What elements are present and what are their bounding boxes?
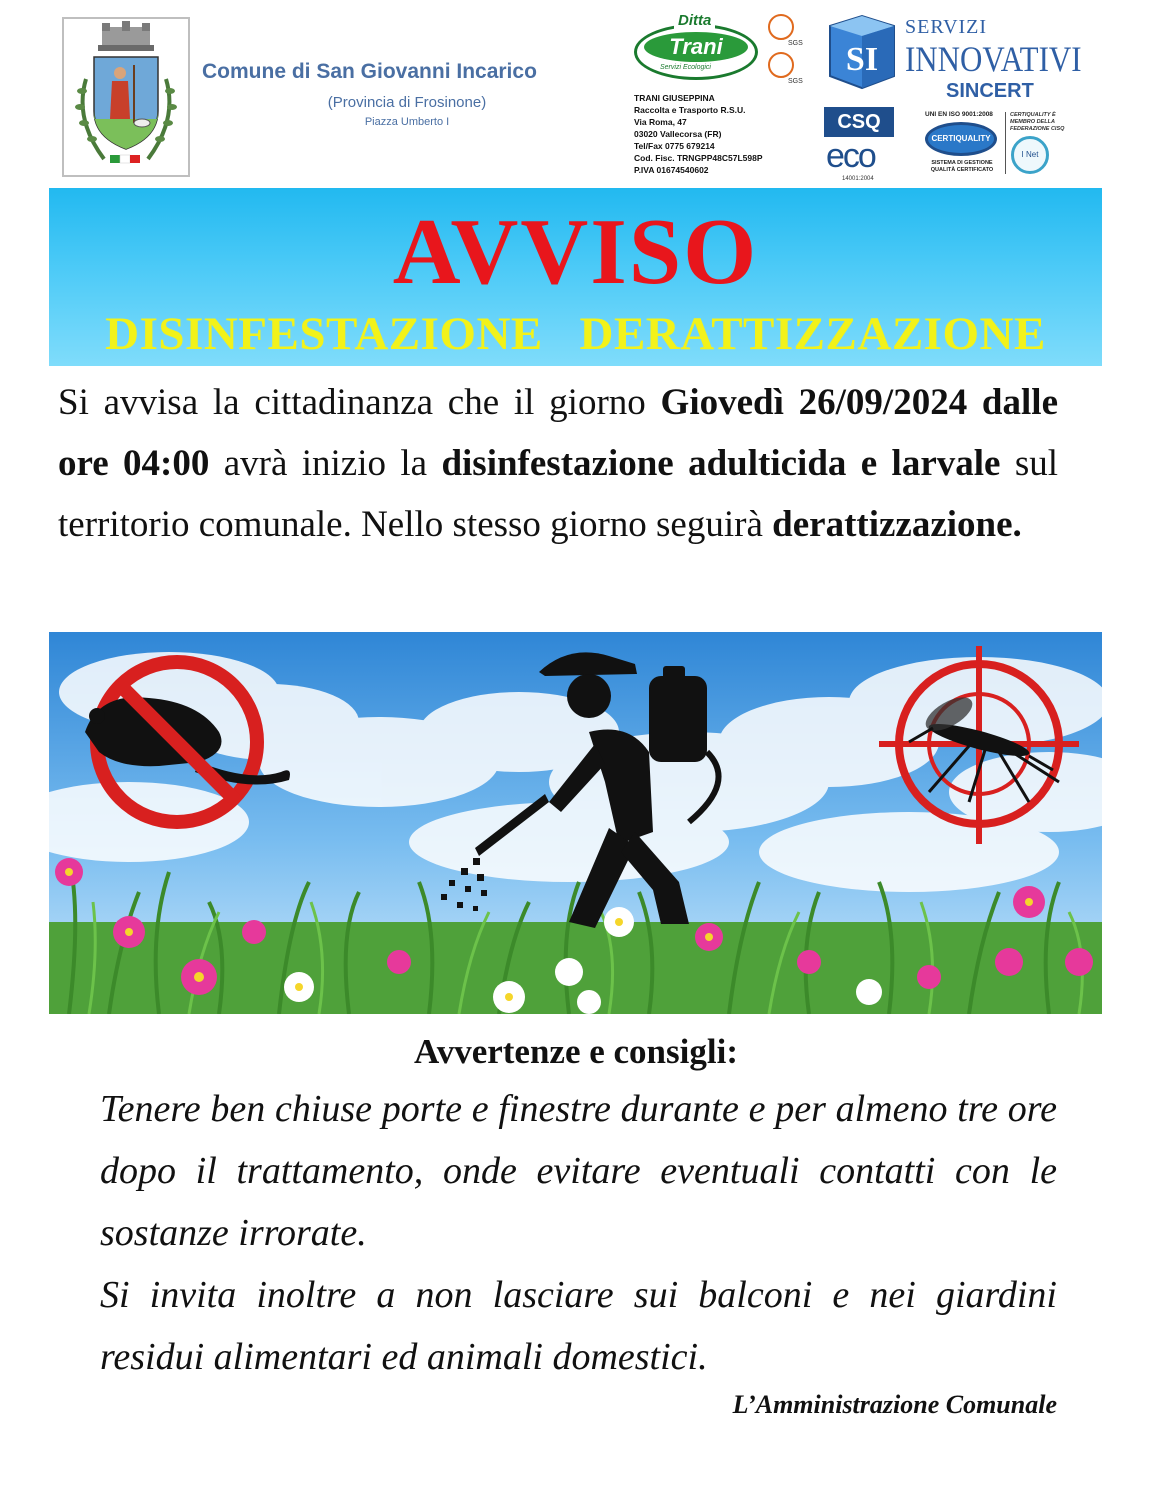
trani-tagline: Servizi Ecologici	[660, 64, 711, 71]
trani-info-line: Cod. Fisc. TRNGPP48C57L598P	[634, 153, 763, 163]
advice-paragraph: Tenere ben chiuse porte e finestre durante e per almeno tre ore dopo il trattamento, onde evitare eventuali contatti con le sostanze irrorate.	[100, 1088, 1057, 1254]
notice-derattizzazione: derattizzazione.	[772, 504, 1022, 545]
avviso-subtitle: DISINFESTAZIONE DERATTIZZAZIONE	[105, 308, 1046, 360]
cert-side-note: CERTIQUALITY È MEMBRO DELLA FEDERAZIONE CISQ	[1010, 112, 1065, 132]
advice-text	[100, 1078, 1057, 1388]
trani-info-line: 03020 Vallecorsa (FR)	[634, 129, 722, 139]
comune-address: Piazza Umberto I	[364, 116, 450, 128]
cert-footer: SISTEMA DI GESTIONE QUALITÀ CERTIFICATO	[930, 160, 994, 173]
advice-title: Avvertenze e consigli:	[414, 1032, 738, 1071]
sgs-label: SGS	[788, 78, 803, 85]
inet-badge: I Net	[1011, 136, 1049, 174]
avviso-title: AVVISO	[392, 200, 759, 304]
sgs-badge-icon	[768, 14, 794, 40]
trani-info-line: P.IVA 01674540602	[634, 165, 709, 175]
sgs-label: SGS	[788, 40, 803, 47]
notice-text: Si avvisa la cittadinanza che il giorno	[58, 382, 661, 423]
svg-text:SI: SI	[845, 41, 879, 78]
csq-label: CSQ	[824, 107, 894, 137]
comune-province: (Provincia di Frosinone)	[327, 94, 487, 111]
eco-number: 14001:2004	[842, 176, 874, 182]
trani-info-line: TRANI GIUSEPPINA	[634, 93, 715, 103]
trani-ditta-label: Ditta	[674, 12, 715, 29]
servizi-main: INNOVATIVI	[905, 39, 1082, 79]
certiquality-badge: CERTIQUALITY	[925, 122, 997, 156]
notice-treatment: disinfestazione adulticida e larvale	[441, 443, 1001, 484]
servizi-top: SERVIZI	[905, 16, 988, 38]
trani-info-line: Via Roma, 47	[634, 117, 687, 127]
notice-text: sul territorio comunale. Nello stesso giorno seguirà	[58, 443, 1058, 545]
avviso-banner	[49, 188, 1102, 366]
eco-label: eco	[826, 137, 875, 175]
trani-logo	[632, 14, 762, 84]
comune-name: Comune di San Giovanni Incarico	[202, 60, 537, 83]
disinfestation-illustration	[49, 632, 1102, 1014]
sgs-badge-icon	[768, 52, 794, 78]
notice-paragraph	[58, 372, 1058, 555]
trani-contact-info	[634, 92, 763, 176]
municipal-crest-icon	[62, 17, 190, 177]
cert-iso-label: UNI EN ISO 9001:2008	[925, 111, 993, 118]
cert-divider	[1005, 112, 1006, 174]
servizi-innovativi-logo-icon	[822, 12, 902, 92]
trani-info-line: Tel/Fax 0775 679214	[634, 141, 715, 151]
trani-brand: Trani	[644, 32, 748, 62]
trani-info-line: Raccolta e Trasporto R.S.U.	[634, 105, 746, 115]
sincert-label: SINCERT	[946, 80, 1034, 102]
advice-paragraph: Si invita inoltre a non lasciare sui balconi e nei giardini residui alimentari ed animali domestici.	[100, 1274, 1057, 1378]
notice-text: avrà inizio la	[209, 443, 442, 484]
notice-date: Giovedì 26/09/2024 dalle ore 04:00	[58, 382, 1058, 484]
signature: L’Amministrazione Comunale	[732, 1390, 1057, 1419]
